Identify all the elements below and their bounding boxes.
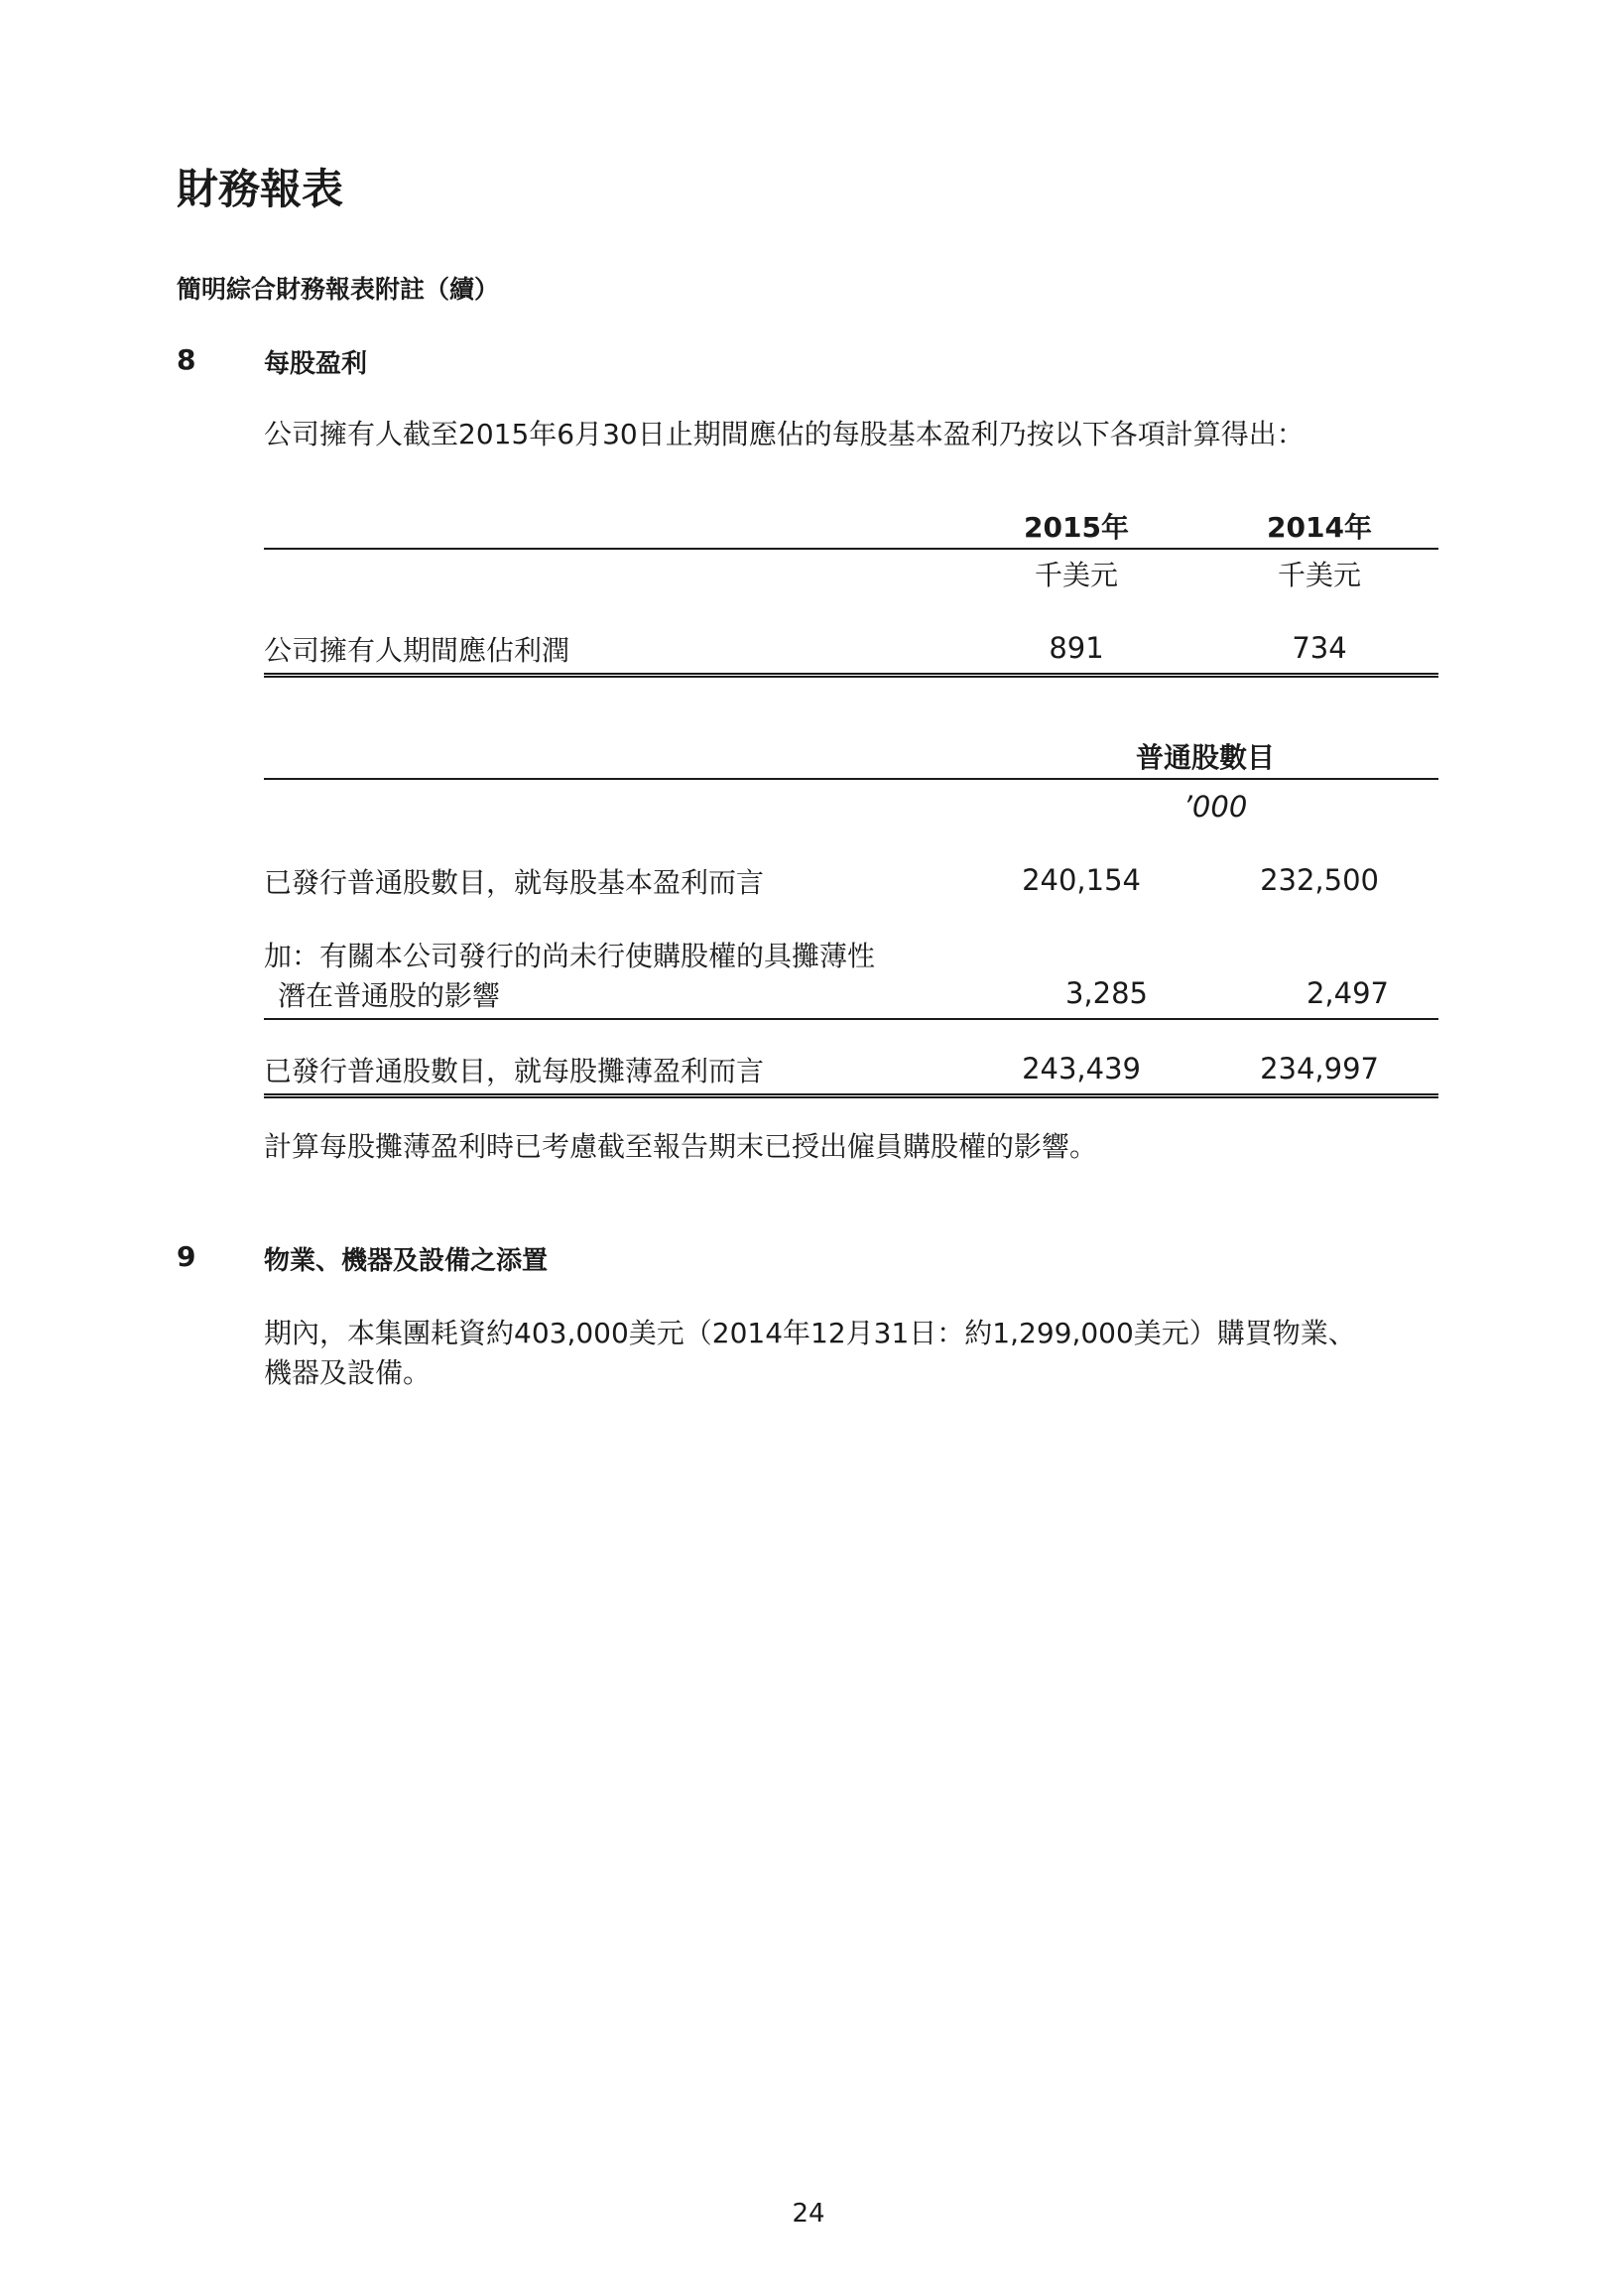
value-basic-2015: 240,154 xyxy=(1022,863,1141,897)
row-label-profit: 公司擁有人期間應佔利潤 xyxy=(264,634,570,667)
diluted-eps-note: 計算每股攤薄盈利時已考慮截至報告期末已授出僱員購股權的影響。 xyxy=(264,1130,1098,1163)
page-title: 財務報表 xyxy=(177,165,344,213)
row-label-dilutive-line2: 潛在普通股的影響 xyxy=(278,979,501,1012)
value-diluted-2014: 234,997 xyxy=(1260,1052,1379,1085)
value-profit-2014: 734 xyxy=(1292,631,1347,665)
value-dilutive-2015: 3,285 xyxy=(1064,976,1148,1010)
table-header-rule xyxy=(264,778,1438,780)
value-profit-2015: 891 xyxy=(1049,631,1104,665)
row-label-dilutive-line1: 加：有關本公司發行的尚未行使購股權的具攤薄性 xyxy=(264,940,876,972)
section-number-8: 8 xyxy=(177,343,196,376)
table-double-rule xyxy=(264,673,1438,678)
column-header-2015: 2015年 xyxy=(1024,511,1129,544)
value-diluted-2015: 243,439 xyxy=(1022,1052,1141,1085)
value-basic-2014: 232,500 xyxy=(1260,863,1379,897)
shares-unit: ’000 xyxy=(1182,790,1248,824)
section-heading-ppe: 物業、機器及設備之添置 xyxy=(264,1246,549,1276)
row-label-diluted-shares: 已發行普通股數目，就每股攤薄盈利而言 xyxy=(264,1055,765,1087)
eps-intro-text: 公司擁有人截至2015年6月30日止期間應佔的每股基本盈利乃按以下各項計算得出： xyxy=(264,418,1305,450)
section-subtitle: 簡明綜合財務報表附註（續） xyxy=(177,275,500,304)
section-heading-eps: 每股盈利 xyxy=(264,349,368,379)
row-label-basic-shares: 已發行普通股數目，就每股基本盈利而言 xyxy=(264,866,765,899)
shares-group-header: 普通股數目 xyxy=(1135,741,1275,774)
ppe-text-line2: 機器及設備。 xyxy=(264,1356,432,1389)
section-number-9: 9 xyxy=(177,1240,196,1273)
page-number: 24 xyxy=(792,2199,825,2229)
column-header-2014: 2014年 xyxy=(1267,511,1372,544)
subtotal-rule xyxy=(264,1018,1438,1020)
unit-2014: 千美元 xyxy=(1277,559,1361,591)
unit-2015: 千美元 xyxy=(1034,559,1118,591)
ppe-text-line1: 期內，本集團耗資約403,000美元（2014年12月31日：約1,299,000美元）購買物業、 xyxy=(264,1317,1356,1349)
value-dilutive-2014: 2,497 xyxy=(1306,976,1389,1010)
table-header-rule xyxy=(264,548,1438,550)
table-double-rule xyxy=(264,1093,1438,1098)
